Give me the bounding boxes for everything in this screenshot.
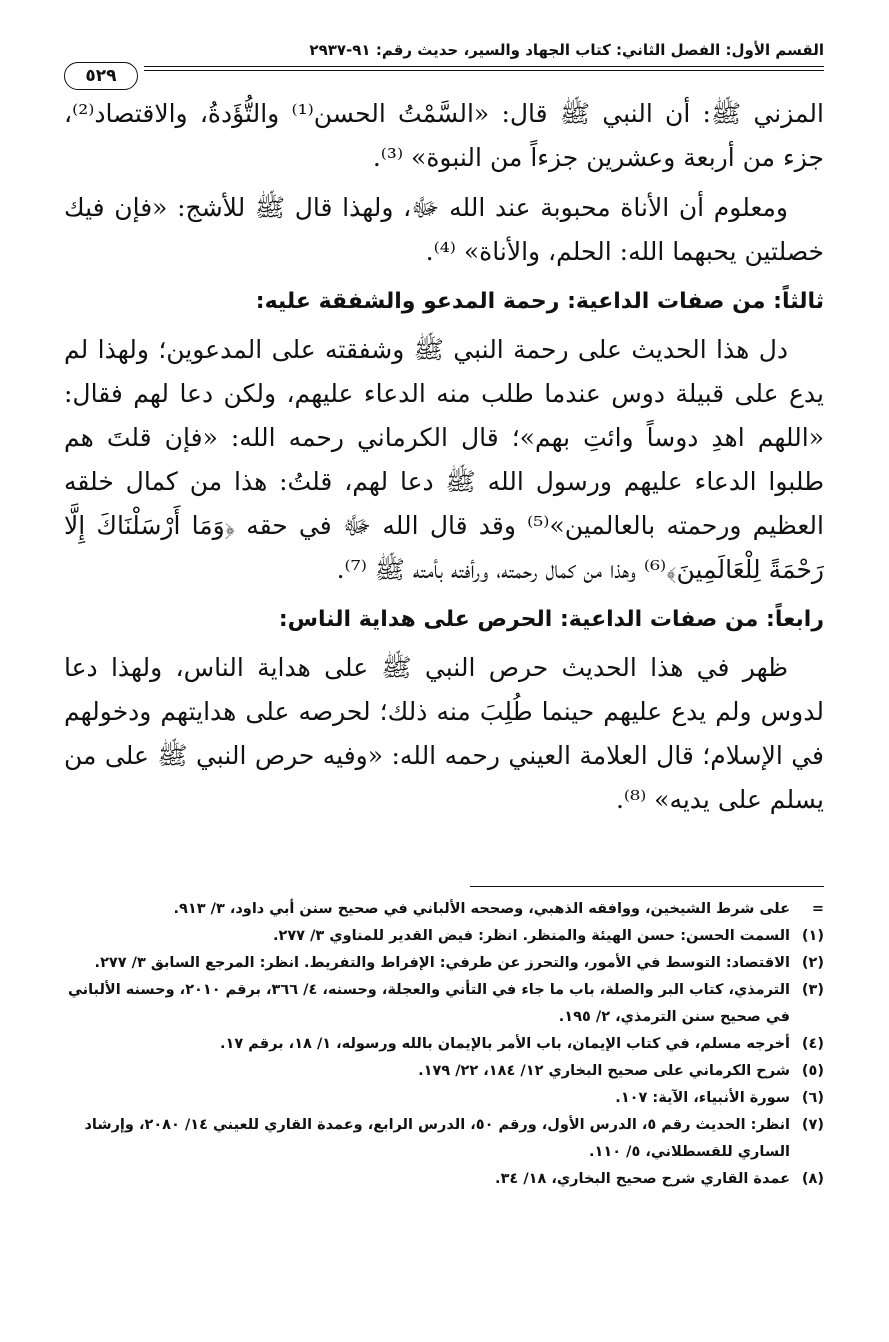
header-rule-bottom <box>144 70 824 71</box>
footnotes <box>64 896 824 1193</box>
paragraph-anaah: ومعلوم أن الأناة محبوبة عند الله ﷻ، ولهذا قال ﷺ للأشج: «فإن فيك خصلتين يحبهما الله: الحلم، والأناة» ⁽⁴⁾. <box>64 193 824 266</box>
page-number: ٥٢٩ <box>64 62 138 90</box>
footnote-item: (٦) سورة الأنبياء، الآية: ١٠٧. <box>615 1090 824 1106</box>
footnote-item: (٧) انظر: الحديث رقم ٥، الدرس الأول، ورقم ٥٠، الدرس الرابع، وعمدة القاري للعيني ١٤/ ٢٠٨٠، وإرشاد الساري للقسطلاني، ٥/ ١١٠. <box>84 1117 824 1160</box>
footnote-item: = على شرط الشيخين، ووافقه الذهبي، وصححه الألباني في صحيح سنن أبي داود، ٣/ ٩١٣. <box>173 901 824 917</box>
paragraph-guidance: ظهر في هذا الحديث حرص النبي ﷺ على هداية الناس، ولهذا دعا لدوس ولم يدع عليهم حينما طُلِبَ منه ذلك؛ لحرصه على هدايتهم ودخولهم في الإسلام؛ قال العلامة العيني رحمه الله: «وفيه حرص النبي ﷺ على من يسلم على يديه» ⁽⁸⁾. <box>64 653 824 814</box>
paragraph-hadith-samt: المزني ﷺ: أن النبي ﷺ قال: «السَّمْتُ الحسن⁽¹⁾ والتُّؤَدةُ، والاقتصاد⁽²⁾، جزء من أربعة وعشرين جزءاً من النبوة» ⁽³⁾. <box>64 99 824 172</box>
header-rule-top <box>144 66 824 67</box>
section-heading-mercy: ثالثاً: من صفات الداعية: رحمة المدعو والشفقة عليه: <box>255 289 824 314</box>
paragraph-mercy: دل هذا الحديث على رحمة النبي ﷺ وشفقته على المدعوين؛ ولهذا لم يدع على قبيلة دوس عندما طلب منه الدعاء عليهم، ولكن دعا لهم فقال: «اللهم اهدِ دوساً وائتِ بهم»؛ قال الكرماني رحمه الله: «فإن قلتَ هم طلبوا الدعاء عليهم ورسول الله ﷺ دعا لهم، قلتُ: هذا من كمال خلقه العظيم ورحمته بالعالمين»⁽⁵⁾ وقد قال الله ﷻ في حقه ﴿وَمَا أَرْسَلْنَاكَ إِلَّا رَحْمَةً لِلْعَالَمِينَ﴾⁽⁶⁾ وهذا من كمال رحمته، ورأفته بأمته ﷺ ⁽⁷⁾. <box>64 335 824 584</box>
main-text <box>64 92 824 822</box>
header-rule-row <box>64 62 824 92</box>
footnote-item: (١) السمت الحسن: حسن الهيئة والمنظر. انظر: فيض القدير للمناوي ٣/ ٢٧٧. <box>272 928 824 944</box>
page <box>64 38 824 822</box>
footnote-item: (٢) الاقتصاد: التوسط في الأمور، والتحرز عن طرفي: الإفراط والتفريط. انظر: المرجع السابق ٣/ ٢٧٧. <box>94 955 824 971</box>
footnote-item: (٤) أخرجه مسلم، في كتاب الإيمان، باب الأمر بالإيمان بالله ورسوله، ١/ ١٨، برقم ١٧. <box>220 1036 824 1052</box>
footnote-separator <box>470 886 824 887</box>
footnote-item: (٨) عمدة القاري شرح صحيح البخاري، ١٨/ ٣٤. <box>495 1171 824 1187</box>
running-header: القسم الأول: الفصل الثاني: كتاب الجهاد والسير، حديث رقم: ٩١-٢٩٣٧ <box>309 41 824 59</box>
footnote-item: (٥) شرح الكرماني على صحيح البخاري ١٢/ ١٨٤، ٢٢/ ١٧٩. <box>418 1063 824 1079</box>
footnote-item: (٣) الترمذي، كتاب البر والصلة، باب ما جاء في التأني والعجلة، وحسنه، ٤/ ٣٦٦، برقم ٢٠١٠، وحسنه الألباني في صحيح سنن الترمذي، ٢/ ١٩٥. <box>67 982 824 1025</box>
section-heading-guidance: رابعاً: من صفات الداعية: الحرص على هداية الناس: <box>278 607 824 632</box>
